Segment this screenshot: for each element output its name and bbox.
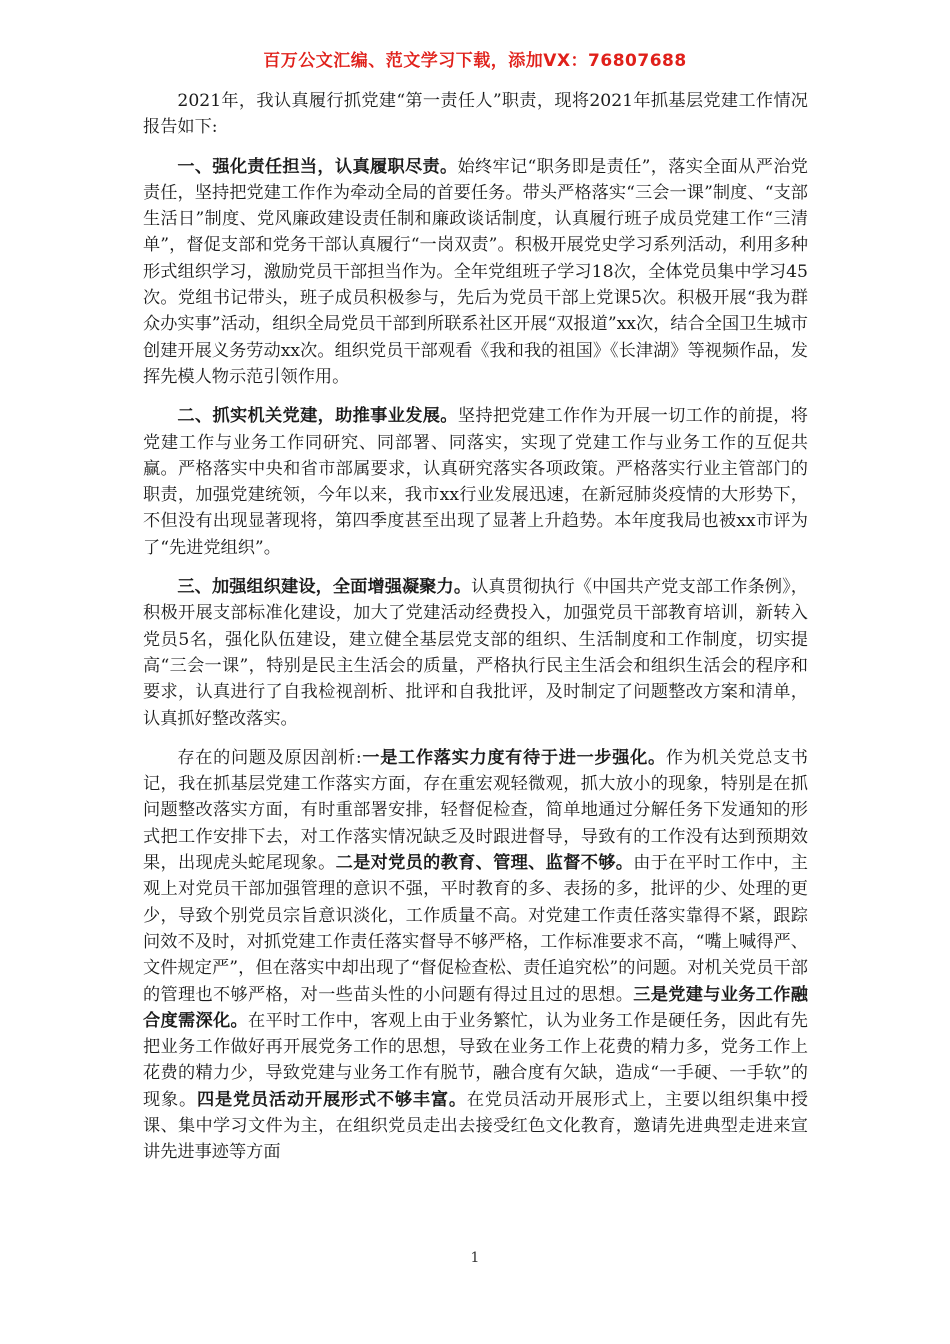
section-2-text: 坚持把党建工作作为开展一切工作的前提，将党建工作与业务工作同研究、同部署、同落实，实现了党建工作与业务工作的互促共赢。严格落实中央和省市部属要求，认真研究落实各项政策。严格落实行业主管部门的职责，加强党建统领，今年以来，我市xx行业发展迅速，在新冠肺炎疫情的大形势下，不但没有出现显著现将，第四季度甚至出现了显著上升趋势。本年度我局也被xx市评为了“先进党组织”。 xyxy=(143,406,808,558)
section-1-heading: 一、强化责任担当，认真履职尽责。 xyxy=(177,156,458,177)
problem-4-text: 在党员活动开展形式上，主要以组织集中授课、集中学习文件为主，在组织党员走出去接受红色文化教育，邀请先进典型走进来宣讲先进事迹等方面 xyxy=(143,1089,808,1163)
problems-lead: 存在的问题及原因剖析: xyxy=(177,747,362,768)
document-body xyxy=(143,88,808,1178)
section-3-paragraph xyxy=(143,574,808,732)
section-1-paragraph xyxy=(143,154,808,391)
promo-banner: 百万公文汇编、范文学习下载，添加VX：76807688 xyxy=(263,51,687,71)
intro-paragraph xyxy=(143,88,808,141)
problems-paragraph xyxy=(143,745,808,1166)
section-3-text: 认真贯彻执行《中国共产党支部工作条例》，积极开展支部标准化建设，加大了党建活动经费投入，加强党员干部教育培训，新转入党员5名，强化队伍建设，建立健全基层党支部的组织、生活制度和工作制度，切实提高“三会一课”，特别是民主生活会的质量，严格执行民主生活会和组织生活会的程序和要求，认真进行了自我检视剖析、批评和自我批评，及时制定了问题整改方案和清单，认真抓好整改落实。 xyxy=(143,577,808,729)
intro-text: 2021年，我认真履行抓党建“第一责任人”职责，现将2021年抓基层党建工作情况报告如下: xyxy=(143,91,808,138)
problem-2-text: 由于在平时工作中，主观上对党员干部加强管理的意识不强，平时教育的多、表扬的多，批评的少、处理的更少，导致个别党员宗旨意识淡化，工作质量不高。对党建工作责任落实靠得不紧，跟踪问效不及时，对抓党建工作责任落实督导不够严格，工作标准要求不高，“嘴上喊得严、文件规定严”，但在落实中却出现了“督促检查松、责任追究松”的问题。对机关党员干部的管理也不够严格，对一些苗头性的小问题有得过且过的思想。 xyxy=(143,853,808,1005)
problem-1-text: 作为机关党总支书记，我在抓基层党建工作落实方面，存在重宏观轻微观，抓大放小的现象，特别是在抓问题整改落实方面，有时重部署安排，轻督促检查，简单地通过分解任务下发通知的形式把工作安排下去，对工作落实情况缺乏及时跟进督导，导致有的工作没有达到预期效果，出现虎头蛇尾现象。 xyxy=(143,747,808,874)
section-3-heading: 三、加强组织建设，全面增强凝聚力。 xyxy=(177,577,472,598)
problem-3-text: 在平时工作中，客观上由于业务繁忙，认为业务工作是硬任务，因此有先把业务工作做好再开展党务工作的思想，导致在业务工作上花费的精力多，党务工作上花费的精力少，导致党建与业务工作有脱节，融合度有欠缺，造成“一手硬、一手软”的现象。 xyxy=(143,1010,808,1110)
section-1-text: 始终牢记“职务即是责任”，落实全面从严治党责任，坚持把党建工作作为牵动全局的首要任务。带头严格落实“三会一课”制度、“支部生活日”制度、党风廉政建设责任制和廉政谈话制度，认真履行班子成员党建工作“三清单”，督促支部和党务干部认真履行“一岗双责”。积极开展党史学习系列活动，利用多种形式组织学习，激励党员干部担当作为。全年党组班子学习18次，全体党员集中学习45次。党组书记带头，班子成员积极参与，先后为党员干部上党课5次。积极开展“我为群众办实事”活动，组织全局党员干部到所联系社区开展“双报道”xx次，结合全国卫生城市创建开展义务劳动xx次。组织党员干部观看《我和我的祖国》《长津湖》等视频作品，发挥先模人物示范引领作用。 xyxy=(143,156,808,387)
section-2-heading: 二、抓实机关党建，助推事业发展。 xyxy=(177,406,458,427)
problem-3-heading: 三是党建与业务工作融合度需深化。 xyxy=(143,984,808,1031)
section-2-paragraph xyxy=(143,403,808,561)
problem-1-heading: 一是工作落实力度有待于进一步强化。 xyxy=(361,747,666,768)
problem-4-heading: 四是党员活动开展形式不够丰富。 xyxy=(196,1089,467,1110)
page-number: 1 xyxy=(470,1250,480,1266)
problem-2-heading: 二是对党员的教育、管理、监督不够。 xyxy=(335,853,634,874)
